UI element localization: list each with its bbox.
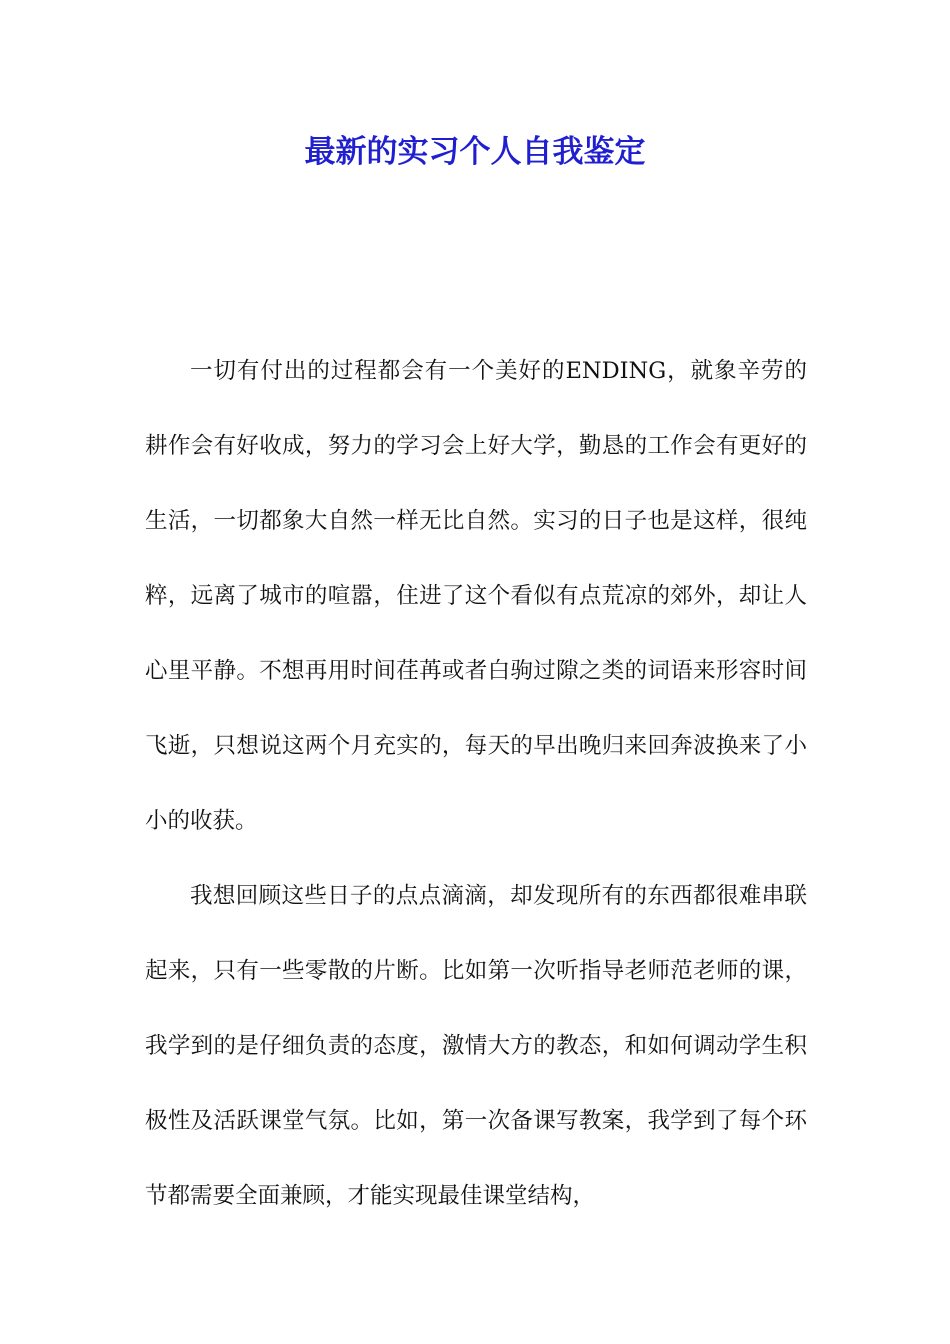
paragraph-1: 一切有付出的过程都会有一个美好的ENDING，就象辛劳的耕作会有好收成，努力的学习会上好大学，勤恳的工作会有更好的生活，一切都象大自然一样无比自然。实习的日子也是这样，很纯粹，远离了城市的喧嚣，住进了这个看似有点荒凉的郊外，却让人心里平静。不想再用时间荏苒或者白驹过隙之类的词语来形容时间飞逝，只想说这两个月充实的，每天的早出晚归来回奔波换来了小小的收获。	[145, 358, 807, 834]
document-title: 最新的实习个人自我鉴定	[304, 134, 646, 170]
document-body	[145, 334, 807, 1234]
paragraph-2: 我想回顾这些日子的点点滴滴，却发现所有的东西都很难串联起来，只有一些零散的片断。比如第一次听指导老师范老师的课，我学到的是仔细负责的态度，激情大方的教态，和如何调动学生积极性及活跃课堂气氛。比如，第一次备课写教案，我学到了每个环节都需要全面兼顾，才能实现最佳课堂结构，	[145, 883, 807, 1209]
